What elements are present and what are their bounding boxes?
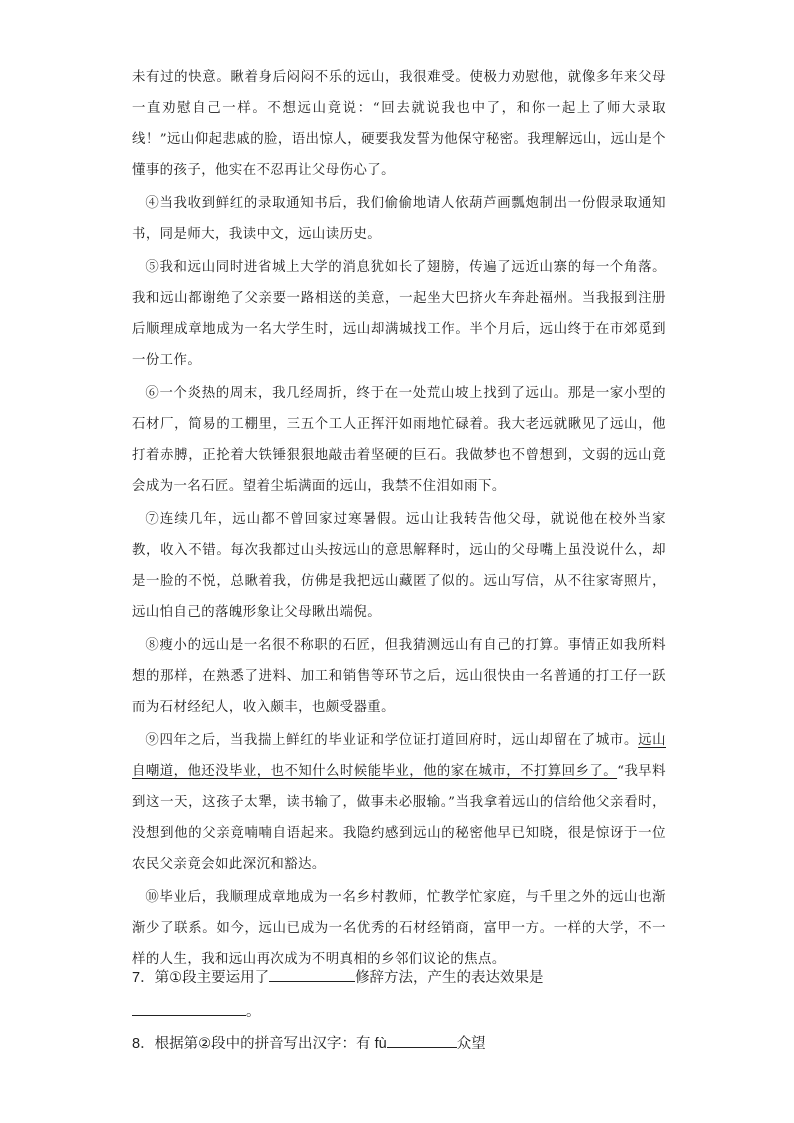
paragraph-4: ④当我收到鲜红的录取通知书后，我们偷偷地请人依葫芦画瓢炮制出一份假录取通知书，同是师大，我读中文，远山读历史。 xyxy=(132,196,666,242)
question-8-prefix: 8．根据第②段中的拼音写出汉字：有 fù xyxy=(132,1036,387,1052)
underlined-sentence: 远山自嘲道，他还没毕业，也不知什么时候能毕业，他的家在城市，不打算回乡了。 xyxy=(132,733,666,779)
question-8 xyxy=(132,1032,486,1053)
question-7-end: 。 xyxy=(246,1004,261,1020)
paragraph-8: ⑧瘦小的远山是一名很不称职的石匠，但我猜测远山有自己的打算。事情正如我所料想的那样，在熟悉了进料、加工和销售等环节之后，远山很快由一名普通的打工仔一跃而为石材经纪人，收入颇丰，也颇受器重。 xyxy=(132,638,666,715)
paragraph-continued: 未有过的快意。瞅着身后闷闷不乐的远山，我很难受。使极力劝慰他，就像多年来父母一直劝慰自己一样。不想远山竟说：“回去就说我也中了，和你一起上了师大录取线！”远山仰起悲戚的脸，语出惊人，硬要我发誓为他保守秘密。我理解远山，远山是个懂事的孩子，他实在不忍再让父母伤心了。 xyxy=(132,70,666,178)
paragraph-6: ⑥一个炎热的周末，我几经周折，终于在一处荒山坡上找到了远山。那是一家小型的石材厂，简易的工棚里，三五个工人正挥汗如雨地忙碌着。我大老远就瞅见了远山，他打着赤膊，正抡着大铁锤狠狠地敲击着坚硬的巨石。我做梦也不曾想到，文弱的远山竟会成为一名石匠。望着尘垢满面的远山，我禁不住泪如雨下。 xyxy=(132,386,666,494)
question-7-middle: 修辞方法，产生的表达效果是 xyxy=(355,970,544,986)
question-7-prefix: 7．第①段主要运用了 xyxy=(132,970,270,986)
answer-blank-effect[interactable] xyxy=(132,1001,246,1016)
answer-blank-rhetoric[interactable] xyxy=(269,967,355,982)
reading-passage xyxy=(132,62,666,977)
paragraph-9 xyxy=(132,725,666,880)
paragraph-5: ⑤我和远山同时进省城上大学的消息犹如长了翅膀，传遍了远近山寨的每一个角落。我和远山都谢绝了父亲要一路相送的美意，一起坐大巴挤火车奔赴福州。当我报到注册后顺理成章地成为一名大学生时，远山却满城找工作。半个月后，远山终于在市郊觅到一份工作。 xyxy=(132,260,666,368)
paragraph-7: ⑦连续几年，远山都不曾回家过寒暑假。远山让我转告他父母，就说他在校外当家教，收入不错。每次我都过山头按远山的意思解释时，远山的父母嘴上虽没说什么，却是一脸的不悦，总瞅着我，仿佛是我把远山藏匿了似的。远山写信，从不往家寄照片，远山怕自己的落魄形象让父母瞅出端倪。 xyxy=(132,512,666,620)
question-8-suffix: 众望 xyxy=(456,1036,486,1052)
question-7-continued xyxy=(132,1000,261,1021)
paragraph-10: ⑩毕业后，我顺理成章地成为一名乡村教师，忙教学忙家庭，与千里之外的远山也渐渐少了联系。如今，远山已成为一名优秀的石材经销商，富甲一方。一样的大学，不一样的人生，我和远山再次成为不明真相的乡邻们议论的焦点。 xyxy=(132,890,666,967)
question-7 xyxy=(132,966,544,987)
paragraph-9-text-b: “我早料到这一天，这孩子太犟，读书输了，做事未必服输。”当我拿着远山的信给他父亲看时，没想到他的父亲竟喃喃自语起来。我隐约感到远山的秘密他早已知晓，很是惊讶于一位农民父亲竟会如此深沉和豁达。 xyxy=(132,764,667,872)
paragraph-9-text-a: ⑨四年之后，当我揣上鲜红的毕业证和学位证打道回府时，远山却留在了城市。 xyxy=(145,733,639,748)
answer-blank-character[interactable] xyxy=(387,1033,457,1048)
